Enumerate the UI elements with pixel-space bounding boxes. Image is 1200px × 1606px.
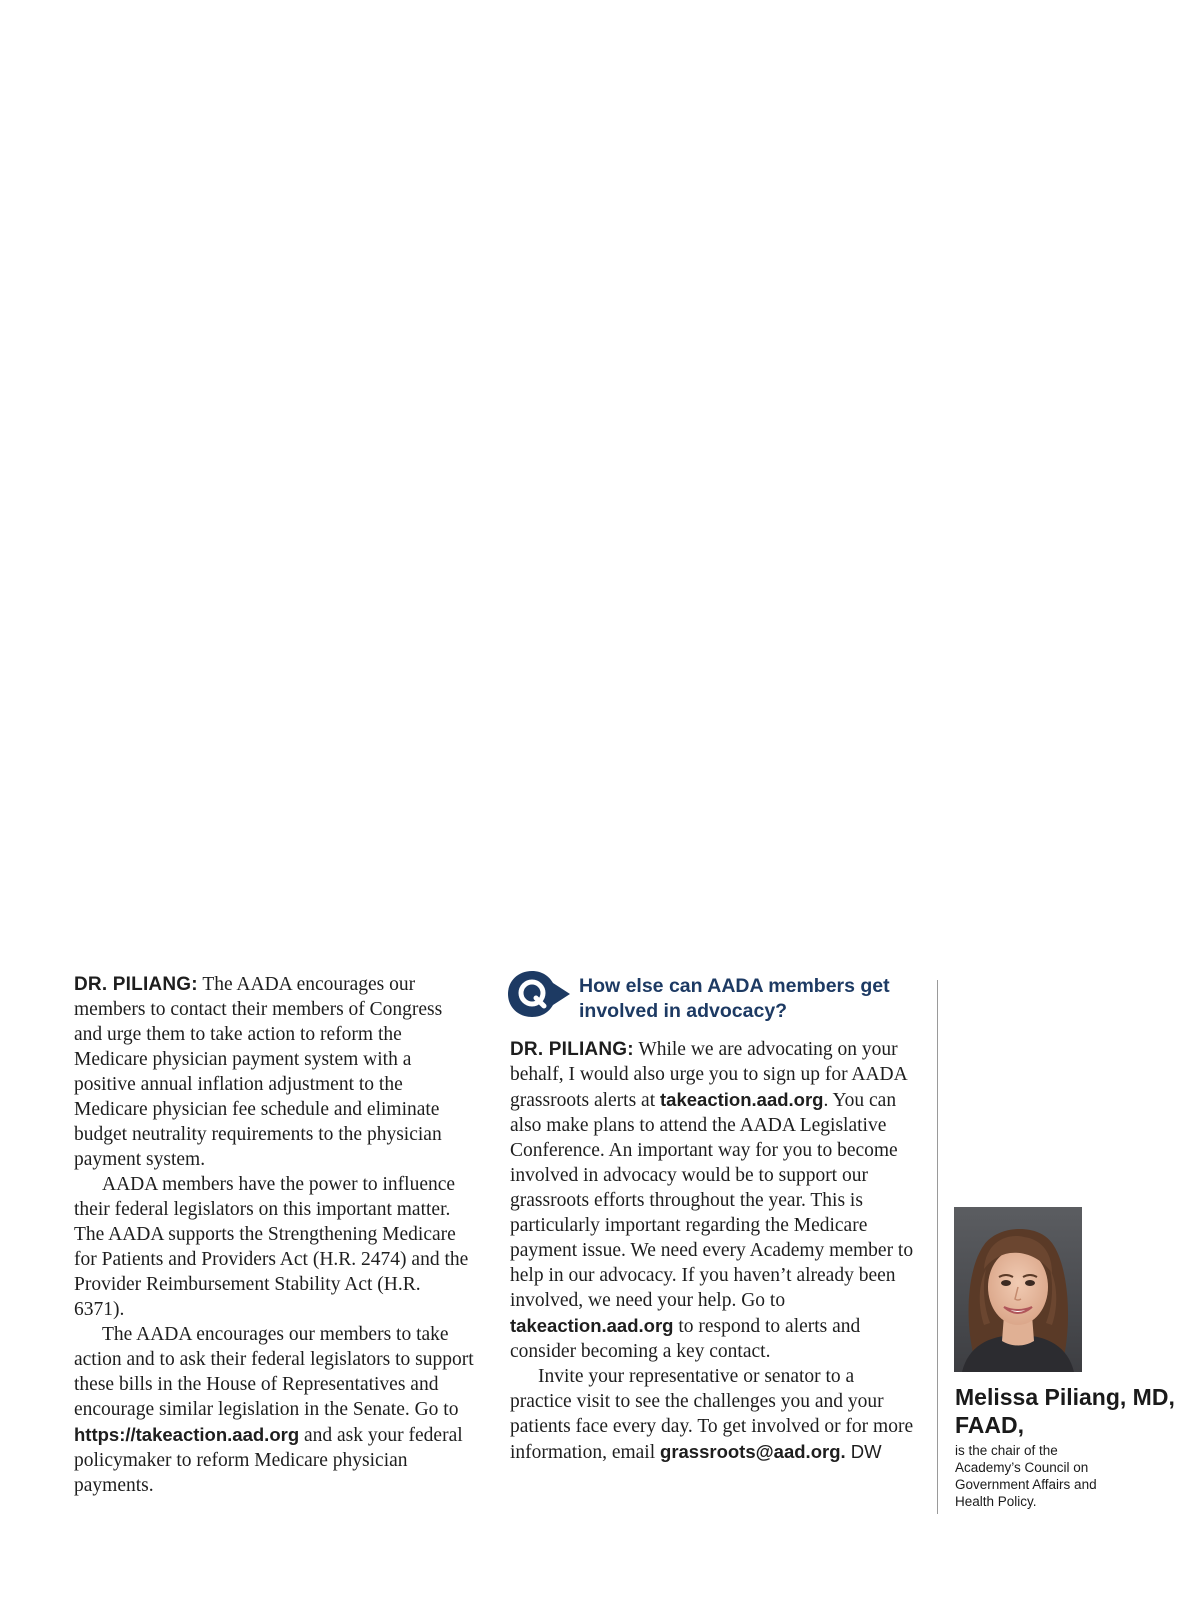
email-link[interactable]: grassroots@aad.org. [660,1441,846,1462]
paragraph-text: AADA members have the power to influence their federal legislators on this important matter. The AADA supports the Strengthening Medicare for Patients and Providers Act (H.R. 2474) and the Provider Reimbursement Stability Act (H.R. 6371). [74,1174,469,1320]
paragraph-text: Invite your representative or senator to a practice visit to see the challenges you and your patients face every day. To get involved or for more information, email [510,1366,914,1463]
left-paragraph-3 [74,1322,474,1498]
left-paragraph-2 [74,1172,474,1322]
column-divider [937,980,938,1514]
takeaction-link[interactable]: takeaction.aad.org [660,1089,824,1110]
paragraph-text: The AADA encourages our members to contact their members of Congress and urge them to take action to reform the Medicare physician payment system with a positive annual inflation adjustment to the Medicare physician fee schedule and eliminate budget neutrality requirements to the physician payment system. [74,974,443,1170]
left-paragraph-1 [74,972,474,1172]
paragraph-text: . You can also make plans to attend the AADA Legislative Conference. An important way for you to become involved in advocacy would be to support our grassroots efforts throughout the year. This is particularly important regarding the Medicare payment issue. We need every Academy member to help in our advocacy. If you haven’t already been involved, we need your help. Go to [510,1090,914,1311]
left-column [74,972,474,1498]
middle-paragraph-1 [510,1037,918,1364]
author-portrait [954,1207,1082,1372]
paragraph-text: to respond to alerts and consider becoming a key contact. [510,1316,861,1362]
end-sign: DW [845,1441,882,1462]
bio-description: is the chair of the Academy’s Council on Government Affairs and Health Policy. [955,1443,1097,1509]
takeaction-link[interactable]: takeaction.aad.org [510,1315,674,1336]
speaker-label: DR. PILIANG: [74,974,198,995]
middle-paragraph-2 [510,1364,918,1465]
paragraph-text: and ask your federal policymaker to reform Medicare physician payments. [74,1425,463,1496]
middle-column [510,1037,918,1465]
bio-name: Melissa Piliang, MD, FAAD, [955,1384,1175,1438]
paragraph-text: While we are advocating on your behalf, I would also urge you to sign up for AADA grassroots alerts at [510,1039,907,1111]
question-heading: How else can AADA members get involved in advocacy? [579,975,890,1022]
paragraph-text: The AADA encourages our members to take action and to ask their federal legislators to support these bills in the House of Representatives and encourage similar legislation in the Senate. Go to [74,1324,474,1420]
takeaction-link[interactable]: https://takeaction.aad.org [74,1424,300,1445]
speaker-label: DR. PILIANG: [510,1039,634,1060]
q-speech-bubble-icon [506,969,572,1021]
